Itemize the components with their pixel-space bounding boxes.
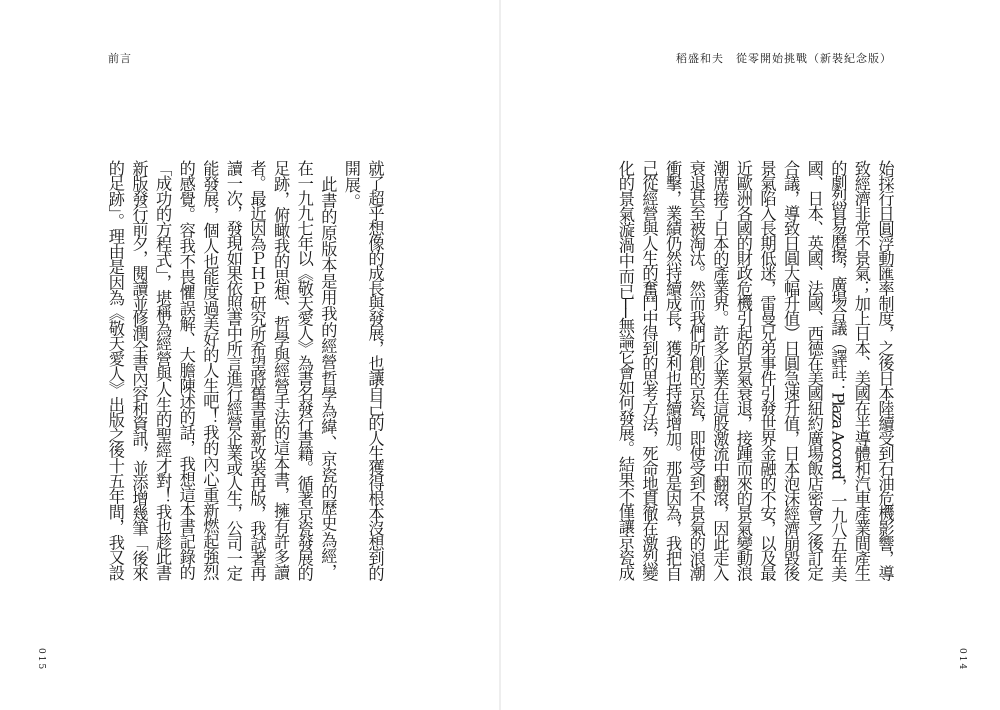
text-column: 新版發行前夕，閱讀並修潤全書內容和資訊，並添增幾筆「後來 (129, 160, 149, 580)
text-column: 開展。 (341, 160, 361, 211)
text-column: 始採行日圓浮動匯率制度，之後日本陸續受到石油危機影響，導 (875, 160, 895, 580)
text-column: 化的景氣漩渦中而已──無論它會如何發展。結果不僅讓京瓷成 (615, 160, 635, 580)
text-column: 能發展，個人也能度過美好的人生吧！我的內心重新燃起強烈 (200, 160, 220, 580)
text-column: 足跡，俯瞰我的思想、哲學與經營手法的這本書，擁有許多讀 (271, 160, 291, 580)
text-column: 就了超乎想像的成長與發展，也讓自己的人生獲得根本沒想到的 (365, 160, 385, 580)
text-column: 此書的原版本是用我的經營哲學為緯、京瓷的歷史為經， (318, 160, 338, 580)
running-header-title: 稻盛和夫 從零開始挑戰（新裝紀念版） (676, 52, 892, 65)
text-column: 衝擊，業績仍然持續成長，獲利也持續增加。那是因為，我把自 (663, 160, 683, 580)
spine-gutter (499, 0, 501, 710)
text-column: 國、日本、英國、法國、西德在美國紐約廣場飯店密會之後訂定 (804, 160, 824, 580)
text-column: 己從經營與人生的奮鬥中得到的思考方法，死命地貫徹在激烈變 (639, 160, 659, 580)
text-column: 在一九九七年以《敬天愛人》為書名發行書籍。循著京瓷發展的 (294, 160, 314, 580)
text-column: 潮席捲了日本的產業界。許多企業在這股激流中翻滾，因此走入 (710, 160, 730, 580)
text-column: 的足跡」。理由是因為《敬天愛人》出版之後十五年間，我又設 (105, 160, 125, 580)
text-column: 者。最近因為ＰＨＰ研究所希望將舊書重新改裝再版，我試著再 (247, 160, 267, 580)
text-column: 合議，導致日圓大幅升值）日圓急速升值，日本泡沫經濟崩毀後 (781, 160, 801, 580)
running-header-section: 前言 (108, 52, 132, 65)
text-column: 近歐洲各國的財政危機引起的景氣衰退，接踵而來的景氣變動浪 (733, 160, 753, 580)
text-column: 衰退甚至被淘汰。然而我們所創的京瓷，即使受到不景氣的浪潮 (686, 160, 706, 580)
text-column: 致經濟非常不景氣；加上日本、美國在半導體和汽車產業間產生 (851, 160, 871, 580)
page-number-left: 015 (36, 648, 46, 672)
text-column: 景氣陷入長期低迷，雷曼兄弟事件引發世界金融的不安，以及最 (757, 160, 777, 580)
page-number-right: 014 (957, 648, 967, 672)
text-column: 讀一次，發現如果依照書中所言進行經營企業或人生，公司一定 (223, 160, 243, 580)
text-column: 「成功的方程式」，堪稱為經營與人生的聖經才對！我也趁此書 (153, 160, 173, 580)
text-column: 的劇烈貿易磨擦，廣場合議（譯註：Plaza Accord，一九八五年美 (828, 160, 848, 581)
text-column: 的感覺。容我不畏懼誤解、大膽陳述的話，我想這本書記錄的 (176, 160, 196, 580)
